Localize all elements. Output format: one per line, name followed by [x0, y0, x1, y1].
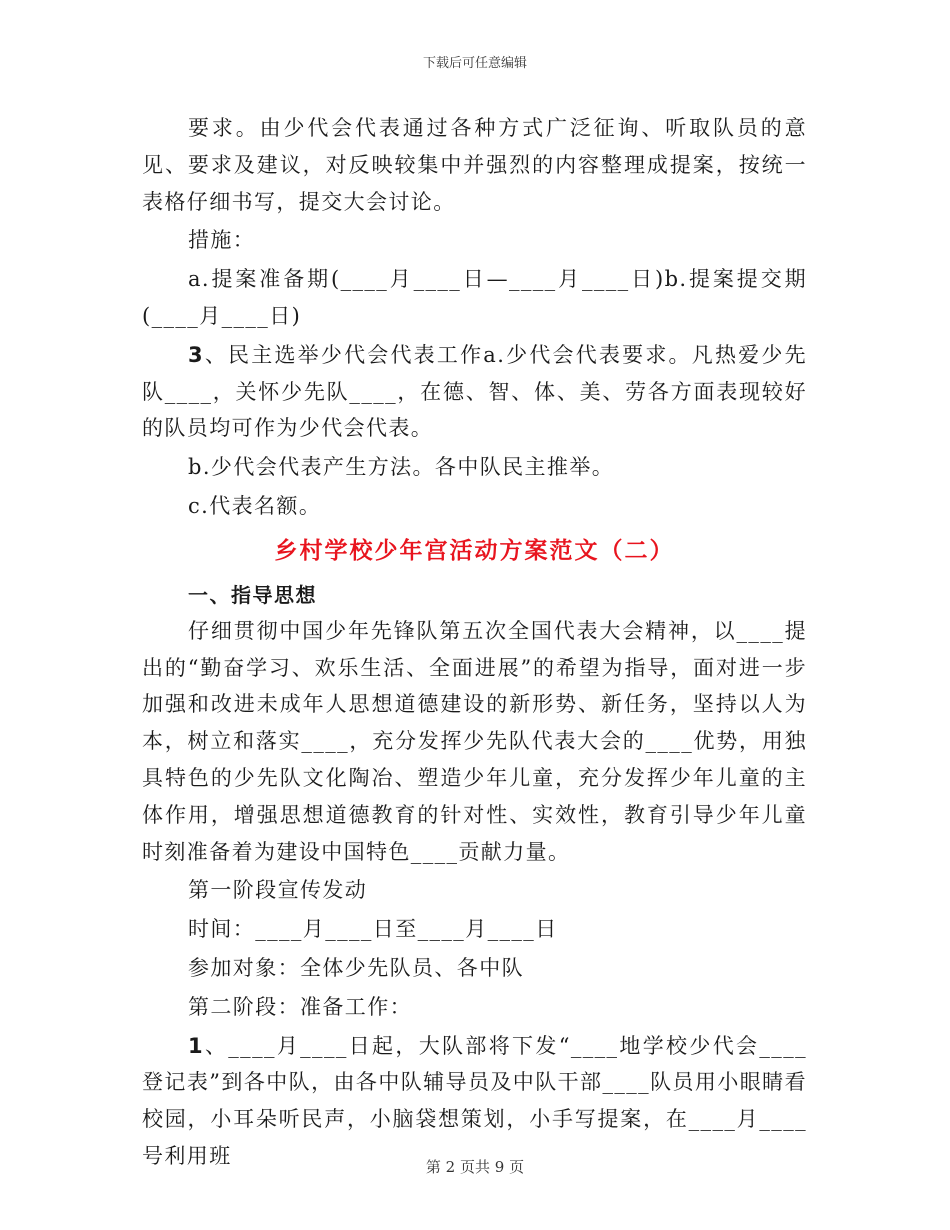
page-footer: 第 2 页共 9 页	[425, 1158, 525, 1176]
paragraph-text: 、____月____日起，大队部将下发“____地学校少代会____登记表”到各中队，由各中队辅导员及中队干部____队员用小眼睛看校园，小耳朵听民声，小脑袋想策划，小手写提案，在____月____号利用班	[142, 1033, 807, 1168]
section-title: 乡村学校少年宫活动方案范文（二）	[274, 537, 675, 564]
paragraph-guiding-ideology: 仔细贯彻中国少年先锋队第五次全国代表大会精神，以____提出的“勤奋学习、欢乐生活、全面进展”的希望为指导，面对进一步加强和改进未成年人思想道德建设的新形势、新任务，坚持以人为本，树立和落实____，充分发挥少先队代表大会的____优势，用独具特色的少先队文化陶冶、塑造少年儿童，充分发挥少年儿童的主体作用，增强思想道德教育的针对性、实效性，教育引导少年儿童时刻准备着为建设中国特色____贡献力量。	[142, 618, 807, 864]
paragraph-proposal-periods: a.提案准备期(____月____日—____月____日)b.提案提交期(____月____日)	[142, 267, 807, 328]
paragraph-time: 时间：____月____日至____月____日	[188, 917, 558, 942]
paragraph-participants: 参加对象：全体少先队员、各中队	[188, 955, 524, 980]
heading-guiding-ideology: 一、指导思想	[188, 582, 317, 607]
paragraph-text: 、民主选举少代会代表工作a.少代会代表要求。凡热爱少先队____，关怀少先队____，在德、智、体、美、劳各方面表现较好的队员均可作为少代会代表。	[142, 342, 807, 441]
document-body	[142, 110, 807, 1175]
paragraph-measures-label: 措施：	[188, 228, 256, 253]
paragraph-quota: c.代表名额。	[188, 493, 322, 518]
page-header: 下载后可任意编辑	[422, 56, 527, 71]
paragraph-requirements: 要求。由少代会代表通过各种方式广泛征询、听取队员的意见、要求及建议，对反映较集中并强烈的内容整理成提案，按统一表格仔细书写，提交大会讨论。	[142, 116, 807, 214]
paragraph-registration	[142, 1028, 807, 1175]
paragraph-election	[142, 337, 807, 447]
paragraph-stage-two: 第二阶段：准备工作：	[188, 994, 412, 1019]
paragraph-stage-one: 第一阶段宣传发动	[188, 878, 368, 903]
item-number: 1	[188, 1033, 205, 1058]
paragraph-election-method: b.少代会代表产生方法。各中队民主推举。	[188, 455, 615, 480]
item-number: 3	[188, 342, 205, 367]
